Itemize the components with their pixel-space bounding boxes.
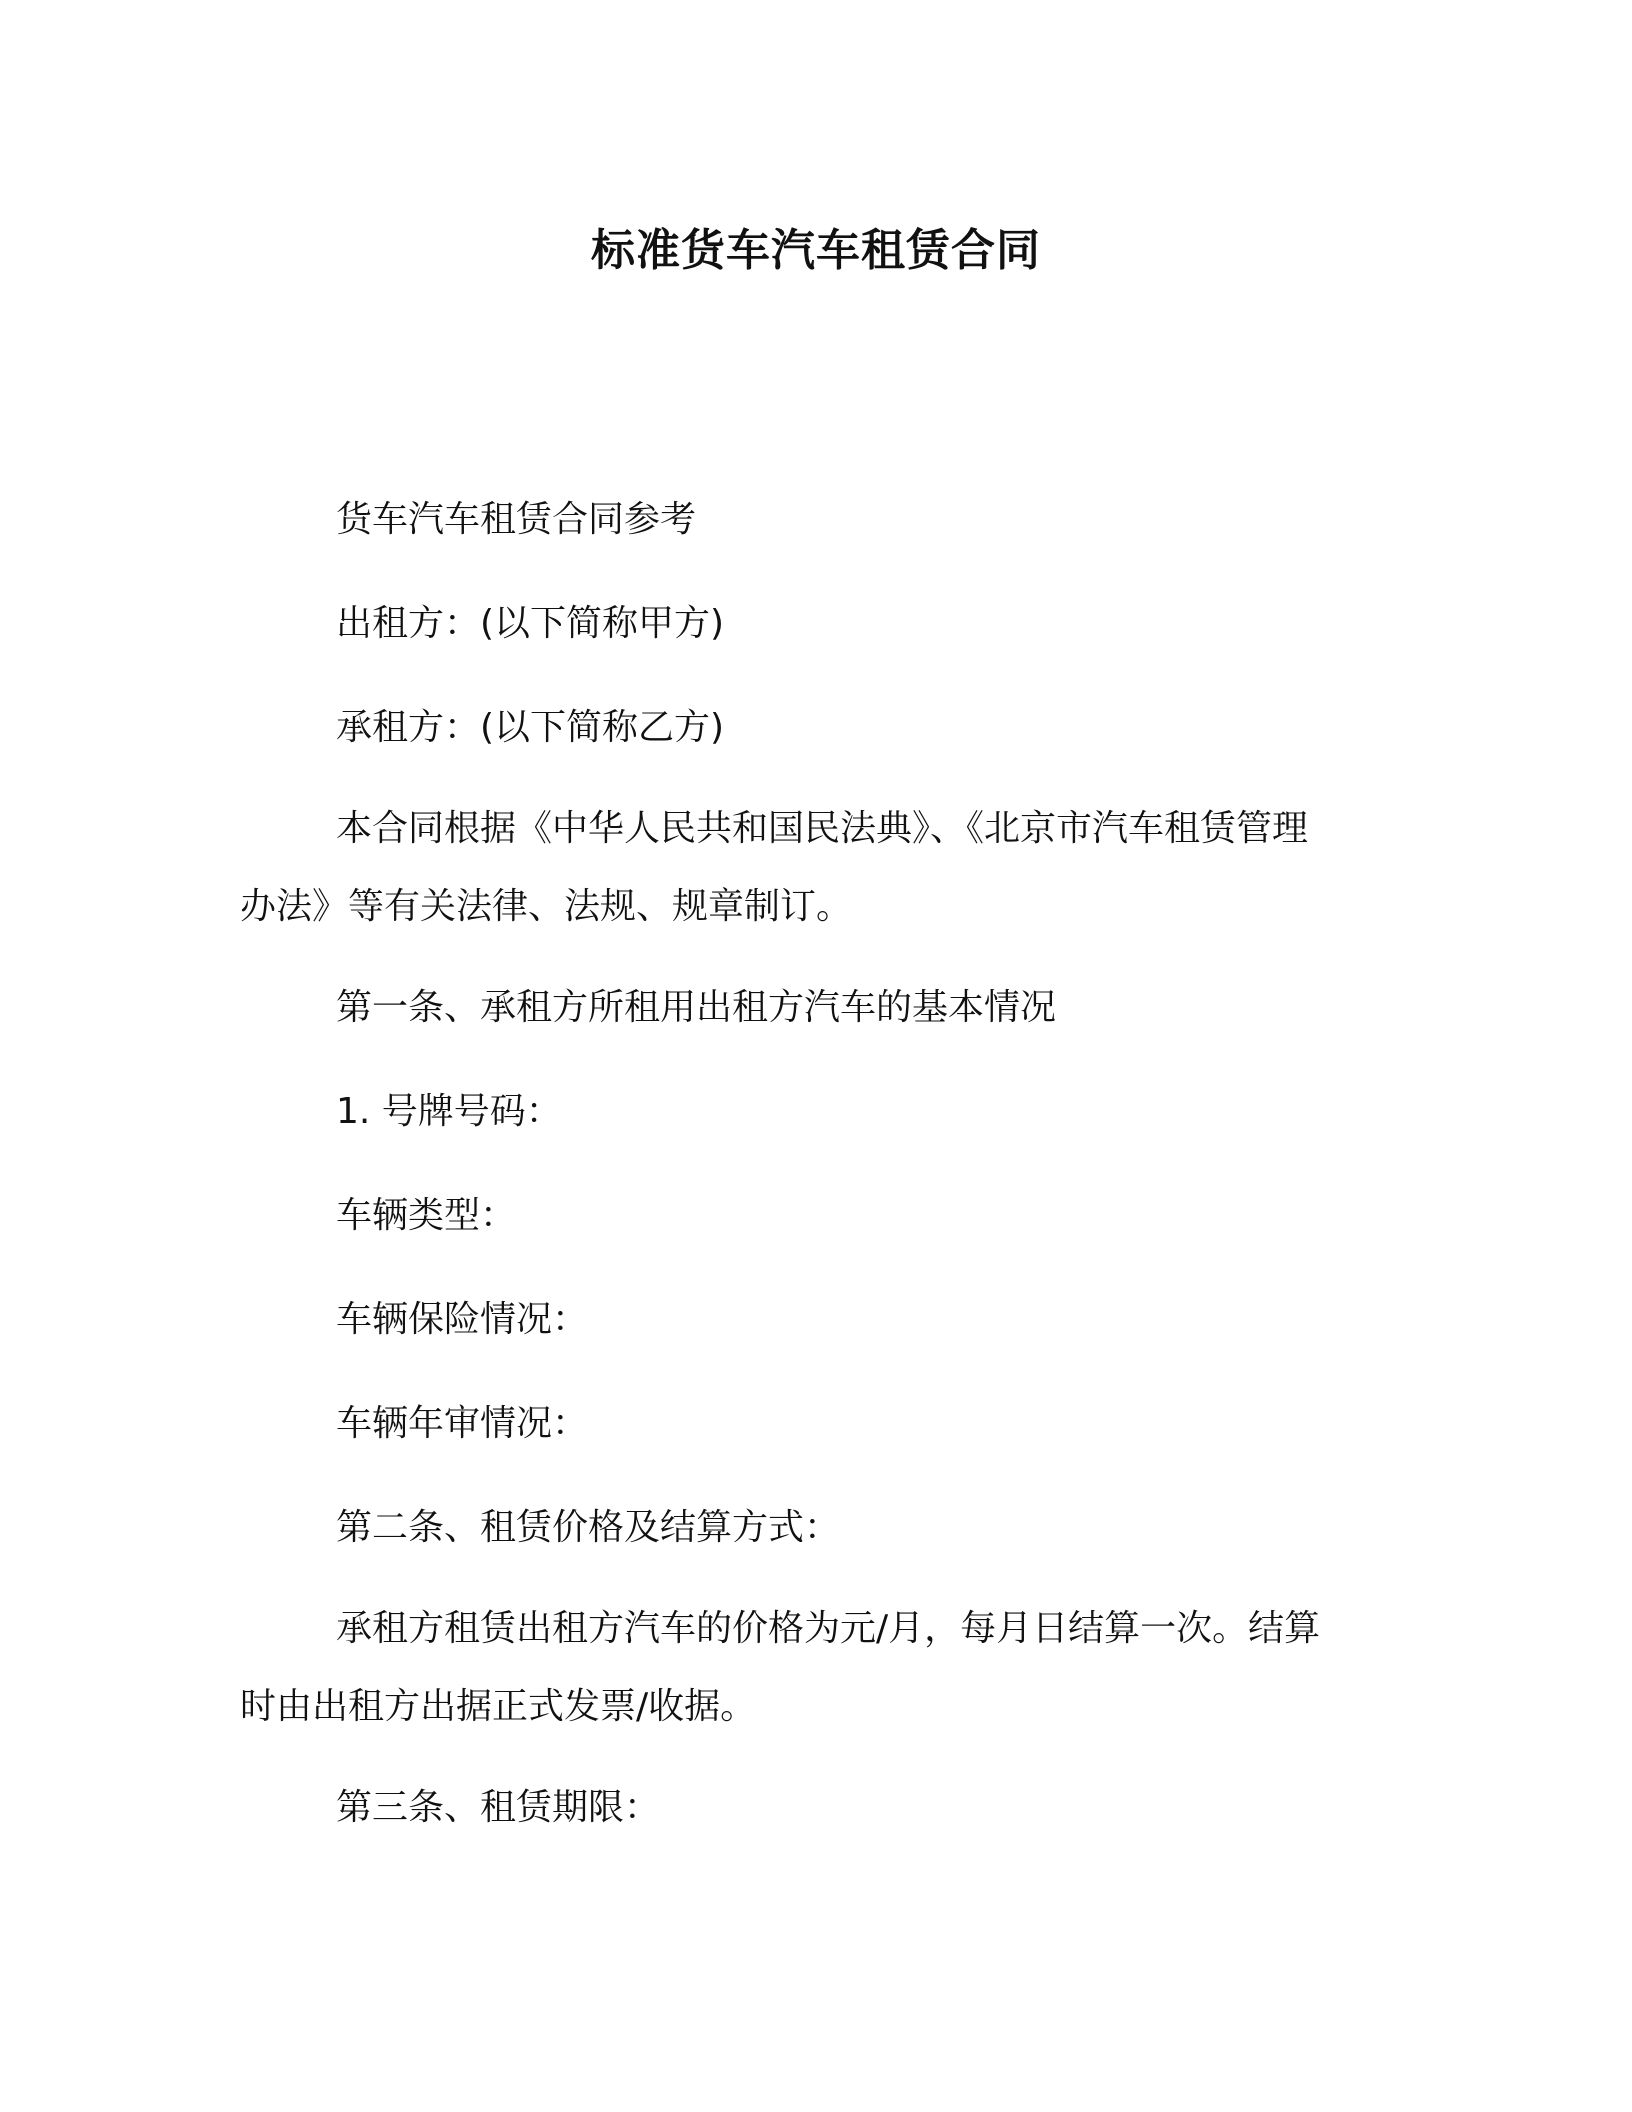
article-one-heading: 第一条、承租方所租用出租方汽车的基本情况: [336, 987, 1057, 1028]
paragraph-line: 本合同根据《中华人民共和国民法典》、《北京市汽车租赁管理: [336, 808, 1309, 849]
paragraph-line: 承租方租赁出租方汽车的价格为元/月，每月日结算一次。结算: [336, 1608, 1321, 1649]
field-annual-inspection: 车辆年审情况：: [336, 1403, 589, 1444]
field-plate-number: 1. 号牌号码：: [336, 1091, 562, 1132]
document-title: 标准货车汽车租赁合同: [591, 225, 1041, 276]
field-vehicle-type: 车辆类型：: [336, 1195, 517, 1236]
article-three-heading: 第三条、租赁期限：: [336, 1787, 661, 1828]
paragraph-lessee: 承租方：(以下简称乙方): [336, 707, 725, 748]
paragraph-line: 办法》等有关法律、法规、规章制订。: [240, 886, 853, 927]
paragraph-price-settlement: [240, 1590, 1390, 1746]
article-two-heading: 第二条、租赁价格及结算方式：: [336, 1507, 841, 1548]
paragraph-lessor: 出租方：(以下简称甲方): [336, 603, 725, 644]
field-insurance-status: 车辆保险情况：: [336, 1299, 589, 1340]
paragraph-line: 时由出租方出据正式发票/收据。: [240, 1686, 757, 1727]
paragraph-legal-basis: [240, 790, 1390, 946]
paragraph-reference: 货车汽车租赁合同参考: [336, 499, 697, 540]
